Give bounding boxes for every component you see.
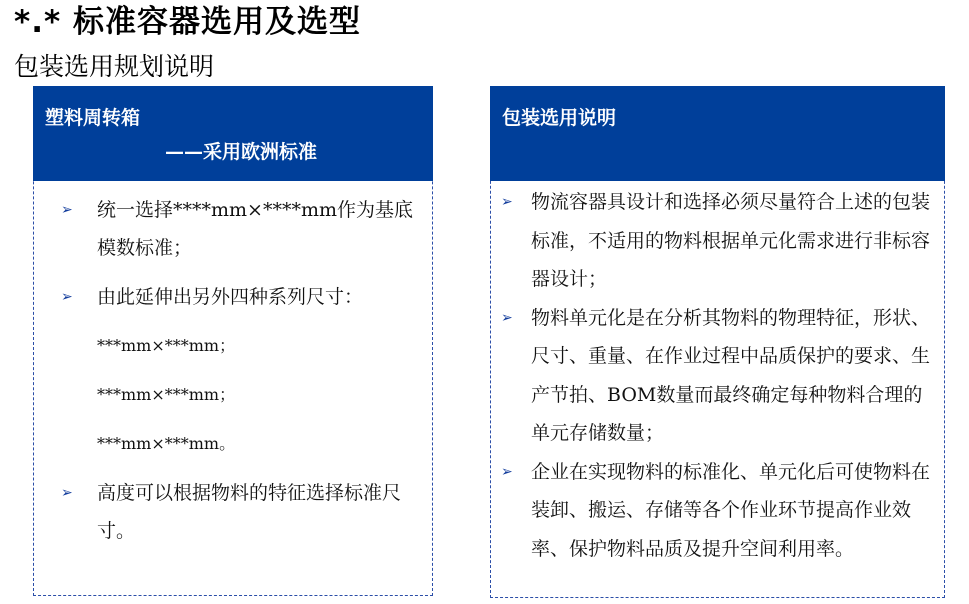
arrow-bullet-icon: ➢: [61, 289, 73, 305]
list-item-text: 物料单元化是在分析其物料的物理特征，形状、尺寸、重量、在作业过程中品质保护的要求、生产节拍、BOM数量而最终确定每种物料合理的单元存储数量；: [531, 306, 931, 444]
list-item: [491, 453, 944, 569]
arrow-bullet-icon: ➢: [61, 485, 73, 501]
list-item-text: 物流容器具设计和选择必须尽量符合上述的包装标准，不适用的物料根据单元化需求进行非标容器设计；: [531, 191, 931, 290]
list-item-text: 高度可以根据物料的特征选择标准尺寸。: [97, 482, 402, 542]
packaging-notes-panel-header: [490, 86, 945, 181]
list-item: [34, 474, 432, 550]
plastic-crate-panel-header: [33, 86, 433, 181]
plastic-crate-header-title: 塑料周转箱: [45, 107, 141, 129]
list-item-text: 统一选择****mm×****mm作为基底模数标准；: [97, 199, 413, 259]
plastic-crate-header-subtitle: ——采用欧洲标准: [165, 141, 318, 163]
list-item: [491, 299, 944, 453]
page-subtitle: 包装选用规划说明: [14, 52, 215, 81]
packaging-notes-header-title: 包装选用说明: [502, 107, 617, 129]
list-item-text: 企业在实现物料的标准化、单元化后可使物料在装卸、搬运、存储等各个作业环节提高作业效率、保护物料品质及提升空间利用率。: [531, 460, 931, 560]
list-item-text: 由此延伸出另外四种系列尺寸：: [97, 286, 364, 308]
size-item: ***mm×***mm；: [97, 385, 236, 404]
arrow-bullet-icon: ➢: [501, 309, 513, 326]
arrow-bullet-icon: ➢: [501, 194, 513, 210]
plastic-crate-list: [34, 191, 432, 561]
list-item: [34, 278, 432, 316]
list-item: [34, 191, 432, 267]
page-title: *.* 标准容器选用及选型: [14, 4, 361, 40]
size-item: ***mm×***mm；: [97, 336, 236, 355]
plastic-crate-panel: [33, 86, 433, 596]
arrow-bullet-icon: ➢: [61, 202, 73, 218]
size-item: ***mm×***mm。: [97, 434, 236, 453]
list-item: [491, 183, 944, 299]
packaging-notes-list: [491, 183, 944, 568]
packaging-notes-panel: [490, 86, 945, 598]
arrow-bullet-icon: ➢: [501, 463, 513, 480]
